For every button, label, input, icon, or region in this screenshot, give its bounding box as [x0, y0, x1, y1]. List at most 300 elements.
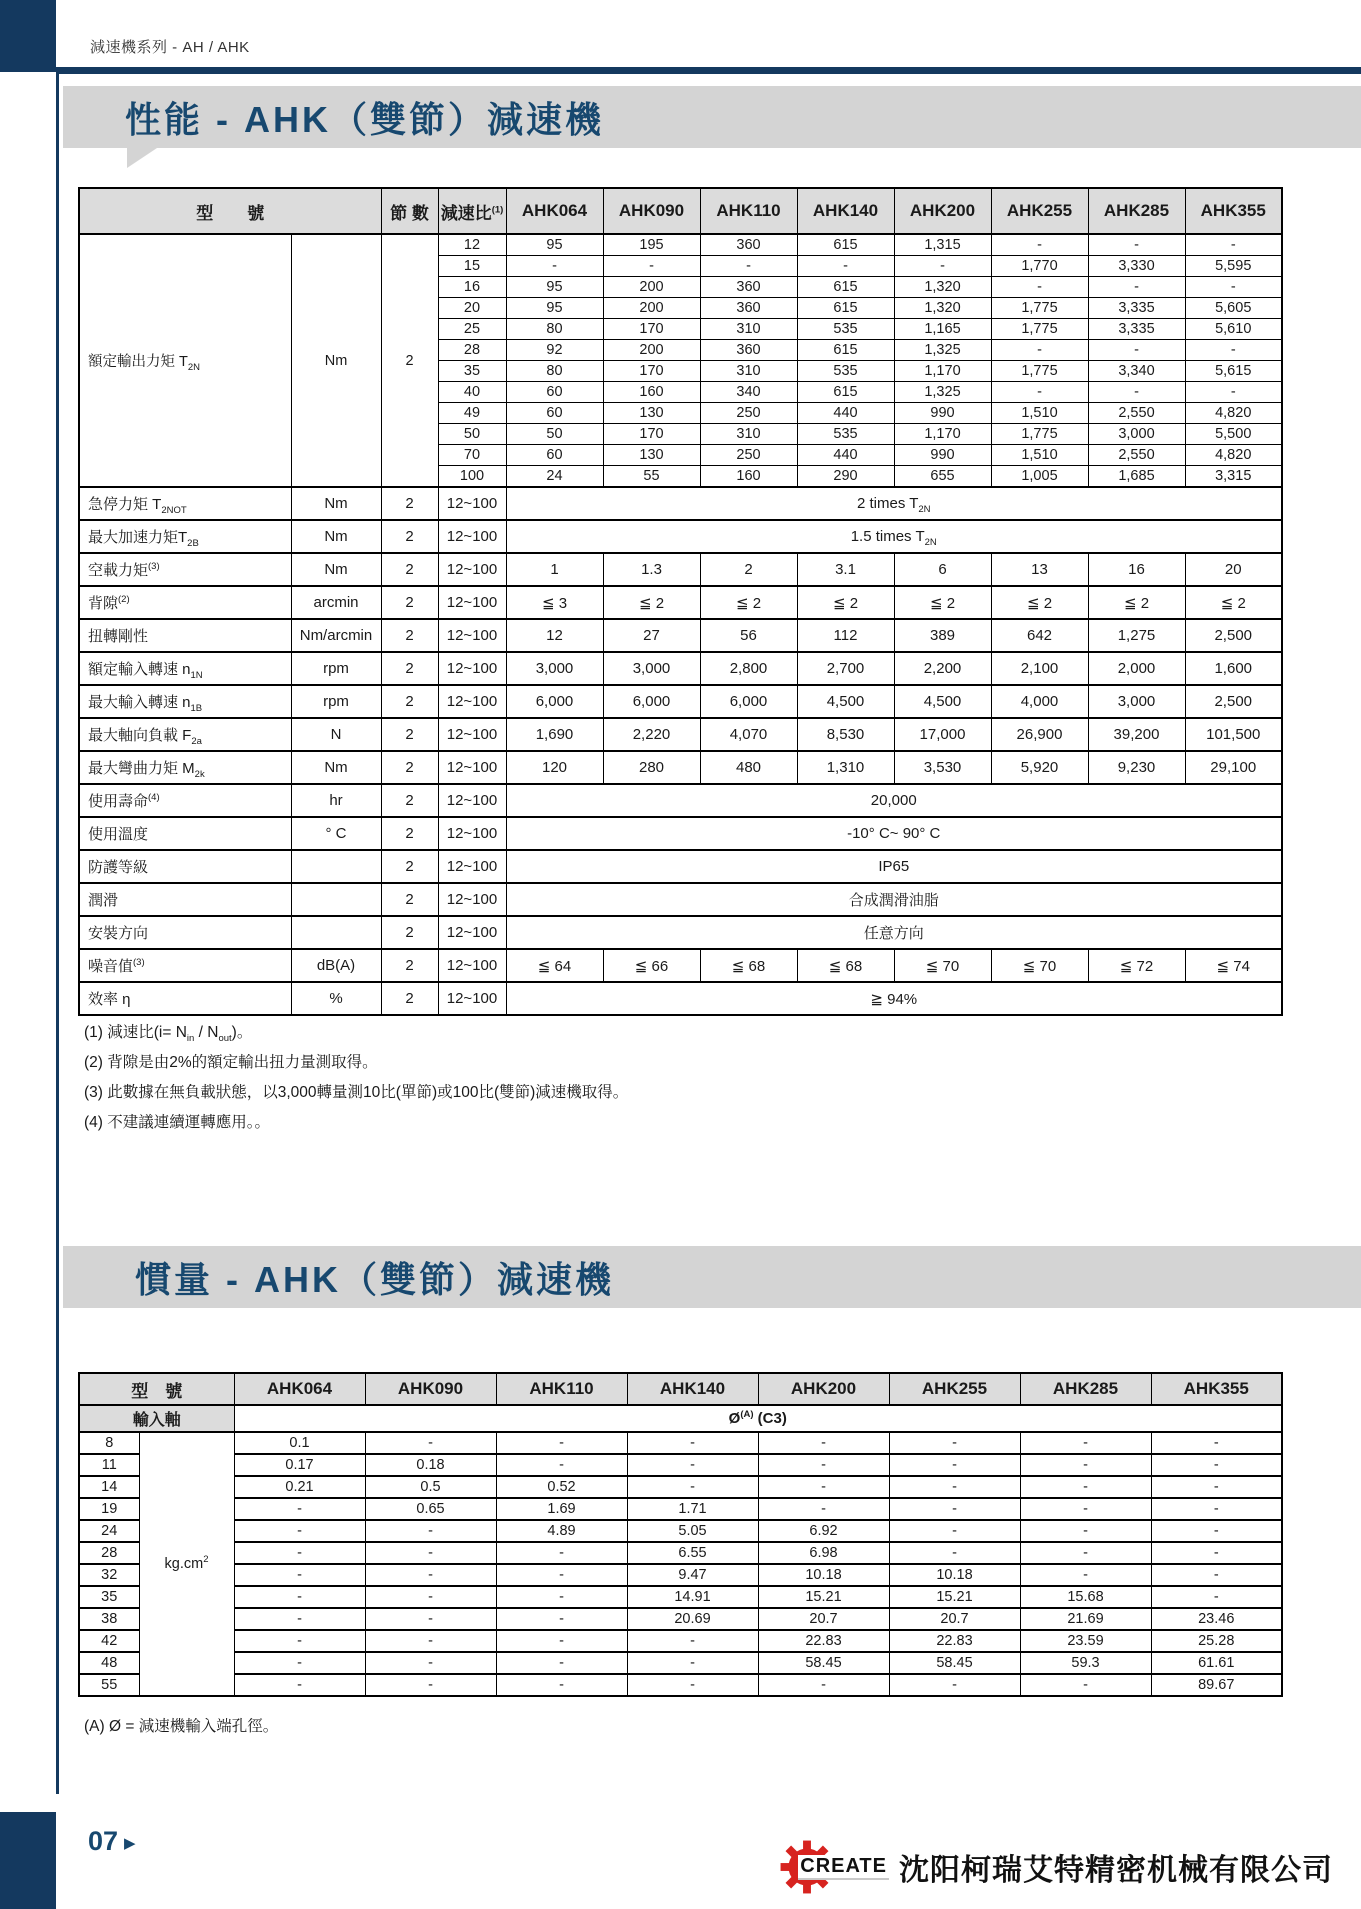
- input-shaft-header: 輸入軸: [79, 1405, 234, 1432]
- value-cell: ≦ 2: [603, 586, 700, 619]
- value-cell: -: [1088, 340, 1185, 361]
- row-unit: rpm: [291, 652, 381, 685]
- value-cell: -: [1020, 1564, 1151, 1586]
- value-cell: 80: [506, 319, 603, 340]
- performance-table: [78, 187, 1283, 1016]
- superscript: (3): [133, 957, 145, 968]
- value-cell: 2,550: [1088, 403, 1185, 424]
- row-unit: dB(A): [291, 949, 381, 982]
- row-stages: 2: [381, 685, 438, 718]
- col-header-ahk255: AHK255: [991, 188, 1088, 234]
- value-cell: 4,500: [797, 685, 894, 718]
- section2-title: 慣量 - AHK（雙節）減速機: [135, 1258, 614, 1300]
- footnote-line: (3) 此數據在無負載狀態，以3,000轉量測10比(單節)或100比(雙節)減速機取得。: [84, 1084, 629, 1101]
- value-cell: 1,510: [991, 403, 1088, 424]
- value-cell: 8,530: [797, 718, 894, 751]
- value-cell: 58.45: [758, 1652, 889, 1674]
- col-header-ahk285: AHK285: [1088, 188, 1185, 234]
- value-cell: ≦ 70: [894, 949, 991, 982]
- value-cell: 6,000: [700, 685, 797, 718]
- value-cell: -: [234, 1520, 365, 1542]
- corner-block: [0, 0, 56, 72]
- row-unit: %: [291, 982, 381, 1015]
- value-cell: 1,775: [991, 319, 1088, 340]
- row-ratio: 12~100: [438, 586, 506, 619]
- value-cell: 13: [991, 553, 1088, 586]
- value-cell: 101,500: [1185, 718, 1282, 751]
- row-ratio: 12~100: [438, 949, 506, 982]
- row-stages: 2: [381, 718, 438, 751]
- value-cell: 21.69: [1020, 1608, 1151, 1630]
- subscript: 2B: [187, 538, 199, 549]
- value-cell: -: [365, 1520, 496, 1542]
- value-cell: -: [1088, 277, 1185, 298]
- value-cell: -: [365, 1674, 496, 1696]
- span-value-cell: IP65: [506, 850, 1282, 883]
- value-cell: -: [1151, 1564, 1282, 1586]
- inertia-row: [79, 1476, 1282, 1498]
- spec-row: [79, 751, 1282, 784]
- row-ratio: 12~100: [438, 520, 506, 553]
- value-cell: 3,000: [603, 652, 700, 685]
- value-cell: -: [496, 1564, 627, 1586]
- value-cell: 4,820: [1185, 403, 1282, 424]
- value-cell: 4.89: [496, 1520, 627, 1542]
- value-cell: -: [603, 256, 700, 277]
- banner-notch: [127, 148, 157, 168]
- footer-corner-block: [0, 1812, 56, 1909]
- value-cell: 39,200: [1088, 718, 1185, 751]
- value-cell: 80: [506, 361, 603, 382]
- page-number: [88, 1826, 136, 1857]
- value-cell: -: [1151, 1520, 1282, 1542]
- superscript: (1): [491, 203, 504, 215]
- section1-title: 性能 - AHK（雙節）減速機: [125, 98, 604, 140]
- performance-footnotes: [84, 1020, 628, 1140]
- inertia-row: [79, 1652, 1282, 1674]
- ratio-cell: 15: [438, 256, 506, 277]
- value-cell: 0.65: [365, 1498, 496, 1520]
- value-cell: 1,325: [894, 382, 991, 403]
- value-cell: -: [889, 1476, 1020, 1498]
- value-cell: -: [1151, 1586, 1282, 1608]
- value-cell: 16: [1088, 553, 1185, 586]
- value-cell: 92: [506, 340, 603, 361]
- value-cell: 130: [603, 445, 700, 466]
- value-cell: -: [758, 1498, 889, 1520]
- row-ratio: 12~100: [438, 817, 506, 850]
- value-cell: -: [496, 1432, 627, 1454]
- subscript: 2N: [924, 537, 937, 548]
- inertia-row: [79, 1564, 1282, 1586]
- value-cell: 95: [506, 234, 603, 256]
- value-cell: -: [700, 256, 797, 277]
- value-cell: 5,610: [1185, 319, 1282, 340]
- page-arrow-icon: ▶: [124, 1835, 136, 1852]
- col-header-model: 型 號: [79, 188, 381, 234]
- row-label-rated-output-torque: 額定輸出力矩 $T_{2N}$: [79, 234, 291, 487]
- value-cell: -: [234, 1586, 365, 1608]
- value-cell: -: [1185, 234, 1282, 256]
- value-cell: 95: [506, 277, 603, 298]
- value-cell: ≦ 66: [603, 949, 700, 982]
- value-cell: 200: [603, 340, 700, 361]
- value-cell: 20.7: [889, 1608, 1020, 1630]
- value-cell: 440: [797, 445, 894, 466]
- inertia-row: [79, 1454, 1282, 1476]
- value-cell: 14.91: [627, 1586, 758, 1608]
- inertia-row: [79, 1630, 1282, 1652]
- col-header-ahk200: AHK200: [758, 1373, 889, 1405]
- span-value-cell: 1.5 times $T_{2N}$: [506, 520, 1282, 553]
- col-header-ahk090: AHK090: [603, 188, 700, 234]
- ratio-cell: 11: [79, 1454, 139, 1476]
- value-cell: 480: [700, 751, 797, 784]
- value-cell: 3,000: [1088, 424, 1185, 445]
- value-cell: 0.5: [365, 1476, 496, 1498]
- value-cell: 25.28: [1151, 1630, 1282, 1652]
- row-label: 使用壽命$^{(4)}$: [79, 784, 291, 817]
- value-cell: -: [1020, 1454, 1151, 1476]
- left-rule: [56, 74, 59, 1794]
- row-unit: ° C: [291, 817, 381, 850]
- value-cell: 3,335: [1088, 298, 1185, 319]
- value-cell: 5,615: [1185, 361, 1282, 382]
- torque-row: [79, 234, 1282, 256]
- value-cell: -: [889, 1498, 1020, 1520]
- value-cell: -: [496, 1454, 627, 1476]
- value-cell: 1,310: [797, 751, 894, 784]
- value-cell: -: [991, 277, 1088, 298]
- row-ratio: 12~100: [438, 751, 506, 784]
- col-header-ahk285: AHK285: [1020, 1373, 1151, 1405]
- col-header-ahk255: AHK255: [889, 1373, 1020, 1405]
- value-cell: 615: [797, 234, 894, 256]
- ratio-cell: 49: [438, 403, 506, 424]
- ratio-cell: 100: [438, 466, 506, 488]
- value-cell: 29,100: [1185, 751, 1282, 784]
- value-cell: -: [234, 1564, 365, 1586]
- ratio-cell: 48: [79, 1652, 139, 1674]
- value-cell: 2,800: [700, 652, 797, 685]
- value-cell: -: [1185, 382, 1282, 403]
- ratio-cell: 16: [438, 277, 506, 298]
- value-cell: -: [758, 1674, 889, 1696]
- value-cell: -: [365, 1432, 496, 1454]
- value-cell: 615: [797, 340, 894, 361]
- row-ratio: 12~100: [438, 652, 506, 685]
- row-unit: arcmin: [291, 586, 381, 619]
- row-label: 最大輸入轉速 $n_{1B}$: [79, 685, 291, 718]
- value-cell: 112: [797, 619, 894, 652]
- footnote-line: (4) 不建議連續運轉應用。。: [84, 1114, 271, 1131]
- value-cell: -: [234, 1674, 365, 1696]
- value-cell: -: [506, 256, 603, 277]
- value-cell: 615: [797, 382, 894, 403]
- value-cell: -: [1151, 1432, 1282, 1454]
- value-cell: -: [758, 1432, 889, 1454]
- row-unit: Nm: [291, 234, 381, 487]
- footnote-line: (2) 背隙是由2%的額定輸出扭力量測取得。: [84, 1054, 378, 1071]
- value-cell: 360: [700, 234, 797, 256]
- value-cell: 3,530: [894, 751, 991, 784]
- value-cell: 12: [506, 619, 603, 652]
- value-cell: -: [1020, 1432, 1151, 1454]
- value-cell: 1,320: [894, 298, 991, 319]
- row-unit: Nm: [291, 487, 381, 520]
- row-label: 最大彎曲力矩 $M_{2k}$: [79, 751, 291, 784]
- row-label: 最大加速力矩$T_{2B}$: [79, 520, 291, 553]
- value-cell: 655: [894, 466, 991, 488]
- spec-row: [79, 685, 1282, 718]
- value-cell: 3,000: [506, 652, 603, 685]
- value-cell: 4,500: [894, 685, 991, 718]
- top-rule: [56, 67, 1361, 74]
- value-cell: 3,335: [1088, 319, 1185, 340]
- value-cell: 160: [603, 382, 700, 403]
- spec-row: [79, 619, 1282, 652]
- row-ratio: 12~100: [438, 487, 506, 520]
- value-cell: 200: [603, 277, 700, 298]
- page-number-text: 07: [88, 1826, 119, 1856]
- value-cell: 5,595: [1185, 256, 1282, 277]
- col-header-ahk200: AHK200: [894, 188, 991, 234]
- value-cell: 2,700: [797, 652, 894, 685]
- ratio-cell: 70: [438, 445, 506, 466]
- ratio-cell: 28: [79, 1542, 139, 1564]
- row-ratio: 12~100: [438, 685, 506, 718]
- row-unit: [291, 850, 381, 883]
- ratio-cell: 24: [79, 1520, 139, 1542]
- value-cell: 1: [506, 553, 603, 586]
- value-cell: 15.21: [889, 1586, 1020, 1608]
- value-cell: -: [234, 1498, 365, 1520]
- value-cell: ≦ 3: [506, 586, 603, 619]
- row-unit: [291, 916, 381, 949]
- ratio-cell: 35: [79, 1586, 139, 1608]
- value-cell: -: [1151, 1542, 1282, 1564]
- row-label: 扭轉剛性: [79, 619, 291, 652]
- row-unit: Nm: [291, 751, 381, 784]
- inertia-subheader-row: [79, 1405, 1282, 1432]
- value-cell: -: [758, 1476, 889, 1498]
- col-header-ahk355: AHK355: [1185, 188, 1282, 234]
- superscript: 2: [203, 1554, 209, 1566]
- value-cell: -: [758, 1454, 889, 1476]
- value-cell: -: [496, 1630, 627, 1652]
- value-cell: 2,500: [1185, 619, 1282, 652]
- value-cell: 20.7: [758, 1608, 889, 1630]
- value-cell: 27: [603, 619, 700, 652]
- value-cell: 5,920: [991, 751, 1088, 784]
- value-cell: 23.59: [1020, 1630, 1151, 1652]
- value-cell: 60: [506, 445, 603, 466]
- subscript: out: [218, 1033, 232, 1045]
- value-cell: -: [365, 1586, 496, 1608]
- value-cell: 20: [1185, 553, 1282, 586]
- row-unit: Nm: [291, 553, 381, 586]
- value-cell: 170: [603, 361, 700, 382]
- value-cell: -: [234, 1630, 365, 1652]
- value-cell: 1,275: [1088, 619, 1185, 652]
- value-cell: 642: [991, 619, 1088, 652]
- value-cell: 310: [700, 319, 797, 340]
- value-cell: -: [1088, 382, 1185, 403]
- value-cell: -: [1020, 1520, 1151, 1542]
- value-cell: 1,685: [1088, 466, 1185, 488]
- value-cell: 3,000: [1088, 685, 1185, 718]
- value-cell: 4,820: [1185, 445, 1282, 466]
- row-ratio: 12~100: [438, 718, 506, 751]
- inertia-row: [79, 1432, 1282, 1454]
- value-cell: 120: [506, 751, 603, 784]
- value-cell: 6.92: [758, 1520, 889, 1542]
- value-cell: 5,605: [1185, 298, 1282, 319]
- value-cell: 2,200: [894, 652, 991, 685]
- value-cell: 1,690: [506, 718, 603, 751]
- col-header-ahk064: AHK064: [234, 1373, 365, 1405]
- value-cell: -: [496, 1674, 627, 1696]
- value-cell: 17,000: [894, 718, 991, 751]
- ratio-cell: 20: [438, 298, 506, 319]
- subscript: 1B: [190, 703, 203, 714]
- value-cell: 24: [506, 466, 603, 488]
- value-cell: 58.45: [889, 1652, 1020, 1674]
- row-unit: N: [291, 718, 381, 751]
- value-cell: 0.52: [496, 1476, 627, 1498]
- value-cell: 360: [700, 277, 797, 298]
- ratio-cell: 35: [438, 361, 506, 382]
- row-stages: 2: [381, 520, 438, 553]
- value-cell: 61.61: [1151, 1652, 1282, 1674]
- spec-row: [79, 520, 1282, 553]
- value-cell: 990: [894, 403, 991, 424]
- superscript: (4): [148, 792, 160, 803]
- col-header-ahk140: AHK140: [627, 1373, 758, 1405]
- value-cell: 310: [700, 361, 797, 382]
- ratio-cell: 8: [79, 1432, 139, 1454]
- value-cell: 5.05: [627, 1520, 758, 1542]
- value-cell: 2,500: [1185, 685, 1282, 718]
- subscript: 2NOT: [161, 505, 187, 516]
- value-cell: ≦ 2: [797, 586, 894, 619]
- inertia-footnote: (A) Ø = 減速機輸入端孔徑。: [84, 1718, 279, 1735]
- spec-row: [79, 916, 1282, 949]
- value-cell: -: [365, 1542, 496, 1564]
- brand-text: CREATE: [798, 1855, 889, 1880]
- ratio-cell: 12: [438, 234, 506, 256]
- value-cell: 6,000: [506, 685, 603, 718]
- company-name: 沈阳柯瑞艾特精密机械有限公司: [899, 1854, 1333, 1887]
- spec-row: [79, 850, 1282, 883]
- row-label: 額定輸入轉速 $n_{1N}$: [79, 652, 291, 685]
- ratio-cell: 32: [79, 1564, 139, 1586]
- ratio-cell: 42: [79, 1630, 139, 1652]
- value-cell: 1,770: [991, 256, 1088, 277]
- row-stages: 2: [381, 784, 438, 817]
- value-cell: ≦ 2: [1088, 586, 1185, 619]
- subscript: 2k: [194, 769, 205, 780]
- superscript: (3): [148, 561, 160, 572]
- spec-row: [79, 718, 1282, 751]
- value-cell: ≦ 68: [700, 949, 797, 982]
- value-cell: -: [1151, 1498, 1282, 1520]
- value-cell: -: [1020, 1498, 1151, 1520]
- value-cell: 615: [797, 298, 894, 319]
- value-cell: 6.98: [758, 1542, 889, 1564]
- value-cell: 3.1: [797, 553, 894, 586]
- value-cell: -: [991, 382, 1088, 403]
- value-cell: -: [889, 1432, 1020, 1454]
- value-cell: 4,070: [700, 718, 797, 751]
- value-cell: 22.83: [758, 1630, 889, 1652]
- value-cell: 1,775: [991, 298, 1088, 319]
- superscript: (A): [740, 1409, 754, 1420]
- value-cell: 56: [700, 619, 797, 652]
- col-header-model: 型 號: [79, 1373, 234, 1405]
- row-stages: 2: [381, 652, 438, 685]
- value-cell: 3,330: [1088, 256, 1185, 277]
- value-cell: 2,550: [1088, 445, 1185, 466]
- row-stages: 2: [381, 916, 438, 949]
- col-header-ahk140: AHK140: [797, 188, 894, 234]
- span-value-cell: 2 times $T_{2N}$: [506, 487, 1282, 520]
- value-cell: -: [234, 1652, 365, 1674]
- value-cell: 160: [700, 466, 797, 488]
- subscript: 2a: [191, 736, 202, 747]
- col-header-ahk355: AHK355: [1151, 1373, 1282, 1405]
- span-value-cell: -10° C~ 90° C: [506, 817, 1282, 850]
- value-cell: ≦ 74: [1185, 949, 1282, 982]
- spec-row: [79, 553, 1282, 586]
- value-cell: -: [889, 1542, 1020, 1564]
- ratio-cell: 38: [79, 1608, 139, 1630]
- unit-cell: $kg.cm^2$: [139, 1432, 234, 1696]
- value-cell: 23.46: [1151, 1608, 1282, 1630]
- inertia-row: [79, 1498, 1282, 1520]
- value-cell: 50: [506, 424, 603, 445]
- value-cell: -: [234, 1608, 365, 1630]
- value-cell: -: [1020, 1476, 1151, 1498]
- value-cell: ≦ 70: [991, 949, 1088, 982]
- value-cell: -: [234, 1542, 365, 1564]
- row-stages: 2: [381, 883, 438, 916]
- value-cell: 280: [603, 751, 700, 784]
- value-cell: -: [797, 256, 894, 277]
- row-label: 空載力矩$^{(3)}$: [79, 553, 291, 586]
- row-label: 最大軸向負載 $F_{2a}$: [79, 718, 291, 751]
- value-cell: 6: [894, 553, 991, 586]
- value-cell: -: [894, 256, 991, 277]
- value-cell: -: [627, 1674, 758, 1696]
- col-header-ahk110: AHK110: [496, 1373, 627, 1405]
- value-cell: ≦ 2: [894, 586, 991, 619]
- row-unit: rpm: [291, 685, 381, 718]
- span-value-cell: 合成潤滑油脂: [506, 883, 1282, 916]
- section1-banner: [63, 86, 1361, 148]
- row-unit: Nm: [291, 520, 381, 553]
- subscript: 2N: [918, 504, 931, 515]
- row-stages: 2: [381, 850, 438, 883]
- row-stages: 2: [381, 751, 438, 784]
- diameter-header: $Ø^{(A)}$ (C3): [234, 1405, 1282, 1432]
- value-cell: -: [627, 1630, 758, 1652]
- ratio-cell: 40: [438, 382, 506, 403]
- inertia-row: [79, 1586, 1282, 1608]
- ratio-cell: 25: [438, 319, 506, 340]
- value-cell: ≦ 2: [700, 586, 797, 619]
- value-cell: 2,220: [603, 718, 700, 751]
